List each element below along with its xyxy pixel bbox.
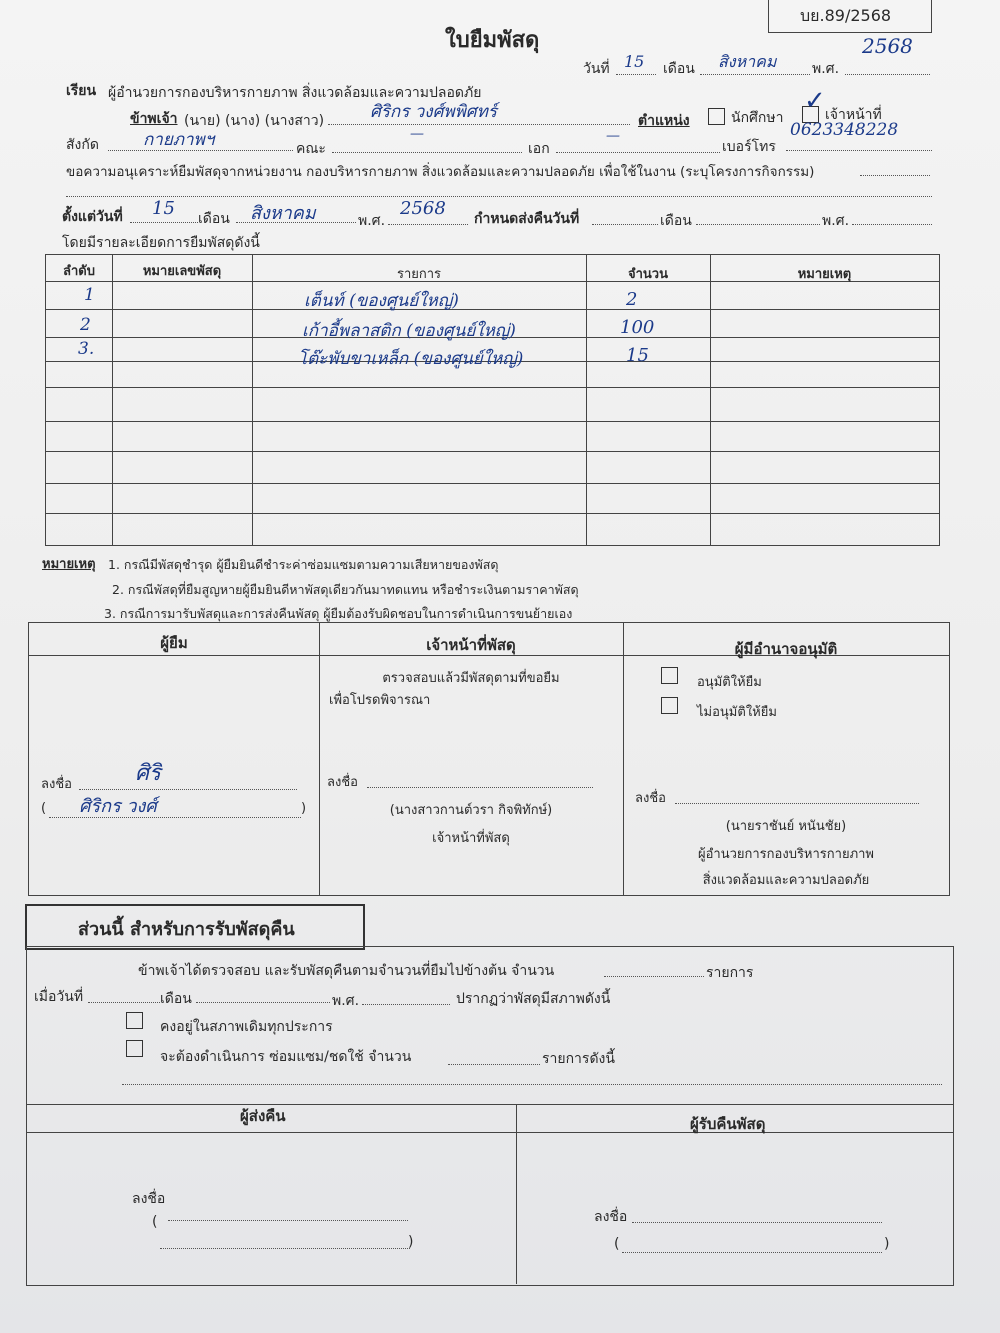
receiver-open-paren: ( (614, 1236, 620, 1252)
col-header-no: ลำดับ (63, 264, 95, 279)
officer-text-2: เพื่อโปรดพิจารณา (329, 693, 431, 708)
signature-table (28, 622, 950, 896)
date-year-value: 2568 (862, 34, 913, 58)
row2-qty: 100 (620, 317, 655, 338)
returner-header: ผู้ส่งคืน (240, 1107, 286, 1125)
condition-intact-label: คงอยู่ในสภาพเดิมทุกประการ (160, 1019, 333, 1035)
col-header-asset-no: หมายเลขพัสดุ (142, 264, 222, 279)
officer-header: เจ้าหน้าที่พัสดุ (426, 636, 516, 654)
from-year-label: พ.ศ. (358, 213, 386, 229)
borrower-sign-label: ลงชื่อ (41, 777, 72, 792)
receiver-close-paren: ) (884, 1236, 890, 1252)
borrower-name-open-paren: ( (41, 801, 47, 816)
major-label: เอก (528, 141, 550, 157)
row1-no: 1 (84, 285, 95, 305)
from-label: ตั้งแต่วันที่ (62, 209, 123, 225)
officer-sign-label: ลงชื่อ (327, 775, 358, 790)
faculty-value: — (410, 126, 424, 142)
borrower-printed-name: ศิริกร วงศ์ (79, 796, 157, 817)
remark-2: 2. กรณีพัสดุที่ยืมสูญหายผู้ยืมยินดีหาพัสดุเดียวกันมาทดแทน หรือชำระเงินตามราคาพัสดุ (112, 582, 579, 597)
major-value: — (606, 128, 620, 144)
i-label: ข้าพเจ้า (130, 111, 178, 127)
form-code: บย.89/2568 (800, 6, 892, 25)
reject-option: ไม่อนุมัติให้ยืม (697, 705, 777, 720)
phone-value: 0623348228 (790, 120, 899, 140)
position-label: ตำแหน่ง (638, 113, 690, 129)
approver-title-2: สิ่งแวดล้อมและความปลอดภัย (702, 873, 870, 888)
from-month-value: สิงหาคม (250, 203, 316, 224)
date-day-label: วันที่ (583, 61, 610, 77)
affiliation-label: สังกัด (66, 137, 99, 153)
row2-item: เก้าอี้พลาสติก (ของศูนย์ใหญ่) (302, 321, 516, 341)
condition-repair-label: จะต้องดำเนินการ ซ่อมแซม/ชดใช้ จำนวน (160, 1049, 412, 1065)
date-month-value: สิงหาคม (718, 52, 777, 71)
row3-no: 3. (78, 339, 95, 359)
approver-sign-label: ลงชื่อ (635, 791, 666, 806)
borrower-name-value: ศิริกร วงศ์พพิศทร์ (370, 102, 497, 122)
date-year-label: พ.ศ. (812, 61, 840, 77)
remark-1: 1. กรณีมีพัสดุชำรุด ผู้ยืมยินดีชำระค่าซ่อมแซมตามความเสียหายของพัสดุ (108, 557, 499, 572)
row1-item: เต็นท์ (ของศูนย์ใหญ่) (304, 291, 459, 311)
return-month-label: เดือน (160, 991, 192, 1007)
to-label: เรียน (66, 83, 97, 99)
row1-qty: 2 (626, 289, 638, 310)
checkbox-student[interactable] (708, 108, 725, 125)
condition-repair-checkbox[interactable] (126, 1040, 143, 1057)
officer-text-1: ตรวจสอบแล้วมีพัสดุตามที่ขอยืม (382, 671, 560, 686)
return-condition-text: ปรากฏว่าพัสดุมีสภาพดังนี้ (456, 991, 611, 1007)
return-year-label: พ.ศ. (822, 213, 850, 229)
returner-sign-label: ลงชื่อ (132, 1191, 166, 1207)
titles-text: (นาย) (นาง) (นางสาว) (184, 113, 325, 129)
return-section-title: ส่วนนี้ สำหรับการรับพัสดุคืน (78, 919, 295, 940)
details-label: โดยมีรายละเอียดการยืมพัสดุดังนี้ (62, 235, 260, 251)
returner-open-paren: ( (152, 1214, 158, 1230)
returner-close-paren: ) (408, 1234, 414, 1250)
return-items-label: รายการ (706, 965, 754, 981)
affiliation-value: กายภาพฯ (143, 130, 215, 150)
col-header-item: รายการ (396, 267, 442, 282)
return-on-date-label: เมื่อวันที่ (34, 989, 84, 1005)
approver-title-1: ผู้อำนวยการกองบริหารกายภาพ (697, 847, 875, 862)
return-year-label: พ.ศ. (332, 993, 360, 1009)
date-month-label: เดือน (663, 61, 695, 77)
borrower-signature: ศิริ (135, 761, 161, 786)
row3-qty: 15 (626, 345, 649, 366)
col-header-qty: จำนวน (628, 267, 668, 282)
approve-checkbox[interactable] (661, 667, 678, 684)
option-staff: เจ้าหน้าที่ (825, 107, 882, 123)
officer-name: (นางสาวกานต์วรา กิจพิทักษ์) (389, 803, 553, 818)
row2-no: 2 (80, 315, 91, 335)
from-day-value: 15 (152, 198, 175, 219)
reject-checkbox[interactable] (661, 697, 678, 714)
borrower-name-close-paren: ) (301, 801, 307, 816)
remarks-label: หมายเหตุ (42, 557, 96, 572)
from-month-label: เดือน (198, 211, 230, 227)
receiver-header: ผู้รับคืนพัสดุ (690, 1115, 766, 1133)
phone-label: เบอร์โทร (722, 139, 776, 155)
officer-title: เจ้าหน้าที่พัสดุ (432, 831, 510, 846)
from-year-value: 2568 (400, 198, 446, 219)
items-table (45, 254, 940, 546)
return-line1: ข้าพเจ้าได้ตรวจสอบ และรับพัสดุคืนตามจำนวนที่ยืมไปข้างต้น จำนวน (138, 963, 555, 979)
request-text: ขอความอนุเคราะห์ยืมพัสดุจากหน่วยงาน กองบริหารกายภาพ สิ่งแวดล้อมและความปลอดภัย เพื่อใช้ในงาน (ระบุโครงการกิจกรรม) (66, 164, 815, 180)
remark-3: 3. กรณีการมารับพัสดุและการส่งคืนพัสดุ ผู้ยืมต้องรับผิดชอบในการดำเนินการขนย้ายเอง (104, 606, 573, 621)
faculty-label: คณะ (296, 141, 326, 157)
col-header-note: หมายเหตุ (797, 267, 852, 282)
check-mark-icon: ✓ (804, 86, 826, 116)
date-day-value: 15 (624, 52, 645, 71)
option-student: นักศึกษา (731, 110, 784, 126)
return-month-label: เดือน (660, 213, 692, 229)
approver-name: (นายราชันย์ หนันชัย) (725, 819, 847, 834)
page-title: ใบยืมพัสดุ (445, 28, 540, 53)
approve-option: อนุมัติให้ยืม (697, 675, 762, 690)
return-date-label: กำหนดส่งคืนวันที่ (474, 211, 580, 227)
receiver-sign-label: ลงชื่อ (594, 1209, 628, 1225)
to-text: ผู้อำนวยการกองบริหารกายภาพ สิ่งแวดล้อมและความปลอดภัย (108, 85, 482, 101)
approver-header: ผู้มีอำนาจอนุมัติ (734, 640, 838, 658)
condition-intact-checkbox[interactable] (126, 1012, 143, 1029)
condition-repair-suffix: รายการดังนี้ (542, 1051, 615, 1067)
row3-item: โต๊ะพับขาเหล็ก (ของศูนย์ใหญ่) (298, 349, 524, 369)
borrower-header: ผู้ยืม (160, 634, 188, 652)
